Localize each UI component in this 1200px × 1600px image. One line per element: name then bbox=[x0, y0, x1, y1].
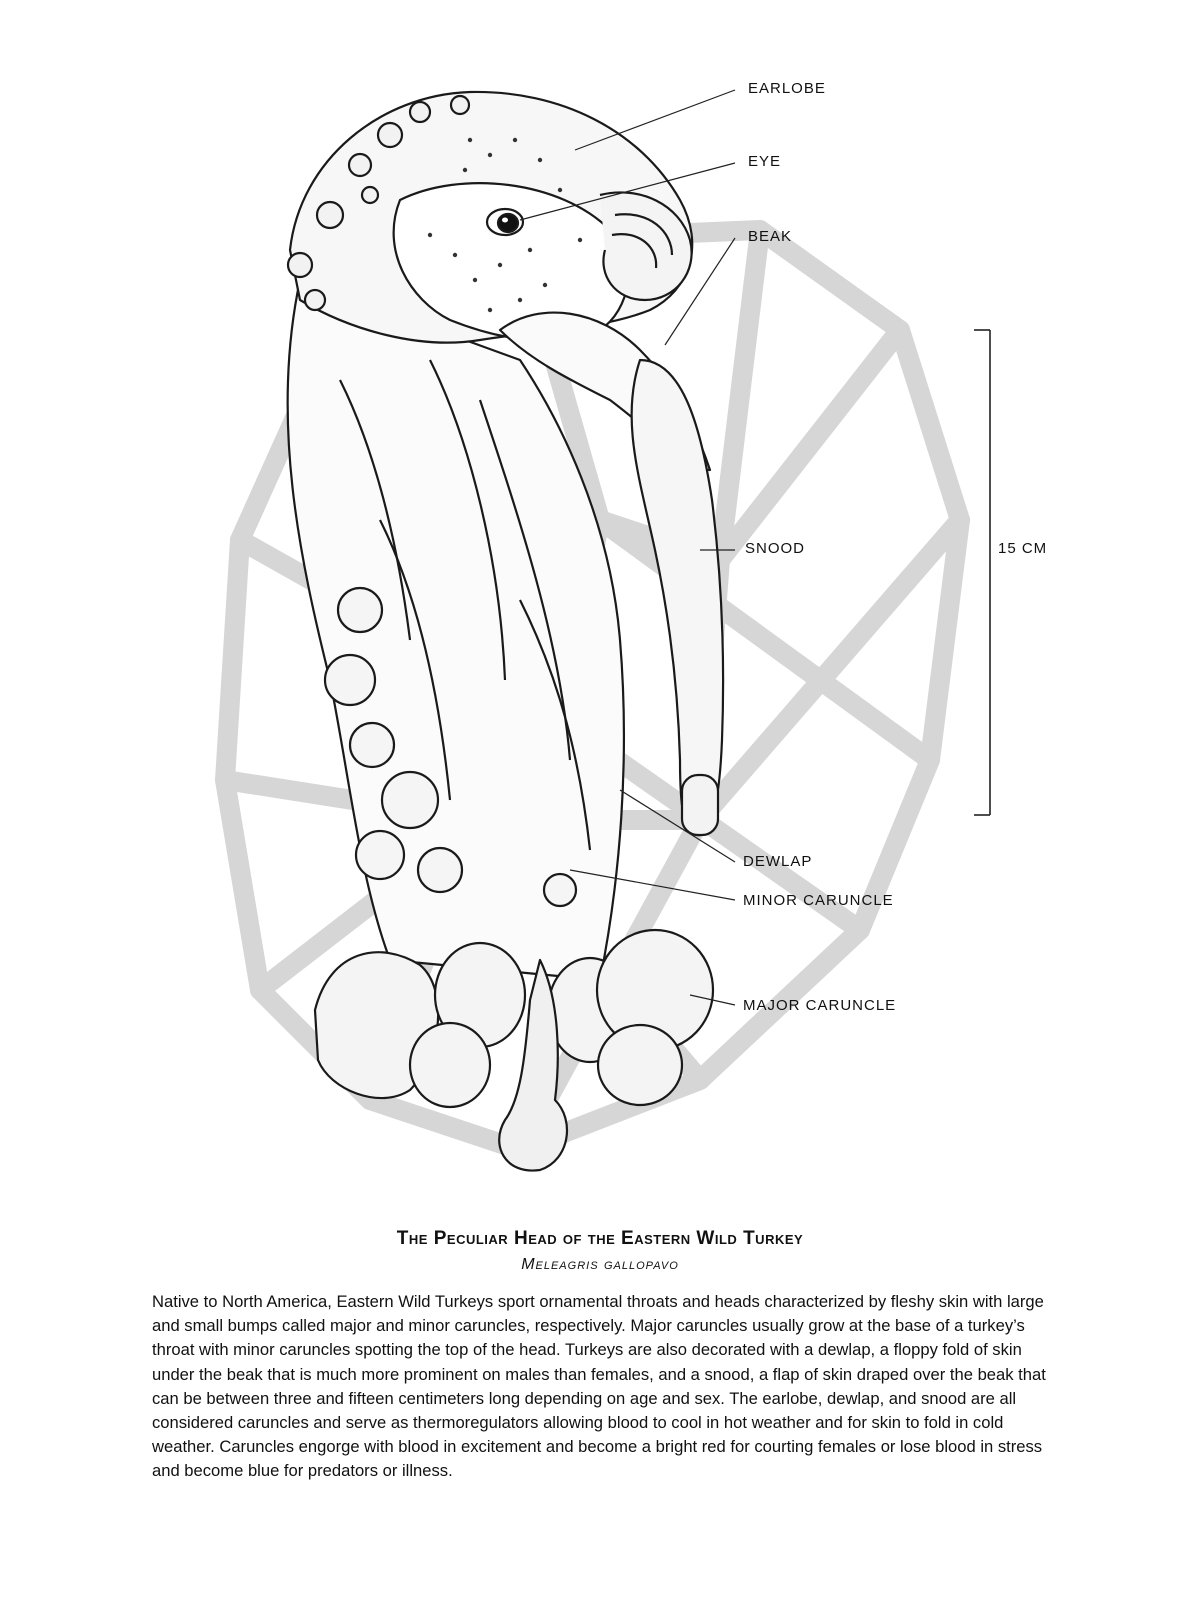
caption-scientific-name: Meleagris gallopavo bbox=[521, 1256, 679, 1273]
label-major-caruncle: MAJOR CARUNCLE bbox=[743, 997, 897, 1014]
label-beak: BEAK bbox=[748, 228, 793, 245]
caption-title: The Peculiar Head of the Eastern Wild Turkey bbox=[396, 1228, 804, 1249]
caption-body: Native to North America, Eastern Wild Turkeys sport ornamental throats and heads characterized by fleshy skin with large and small bumps called major and minor caruncles, respectively. Major caruncles usually grow at the base of a turkey’s throat with minor caruncles spotting the top of the head. Turkeys are also decorated with a dewlap, a floppy fold of skin under the beak that is much more prominent on males than females, and a snood, a flap of skin draped over the beak that can be between three and fifteen centimeters long depending on age and sex. The earlobe, dewlap, and snood are all considered caruncles and serve as thermoregulators allowing blood to cool in hot weather and for skin to fold in cold weather. Caruncles engorge with blood in excitement and become a bright red for courting females or lose blood in stress and become blue for predators or illness. bbox=[152, 1292, 1046, 1481]
label-dewlap: DEWLAP bbox=[743, 853, 813, 870]
label-earlobe: EARLOBE bbox=[748, 80, 826, 97]
label-minor-caruncle: MINOR CARUNCLE bbox=[743, 892, 894, 909]
scale-bar bbox=[974, 330, 990, 815]
label-snood: SNOOD bbox=[745, 540, 806, 557]
scale-label: 15 CM bbox=[998, 540, 1048, 557]
label-eye: EYE bbox=[748, 153, 782, 170]
